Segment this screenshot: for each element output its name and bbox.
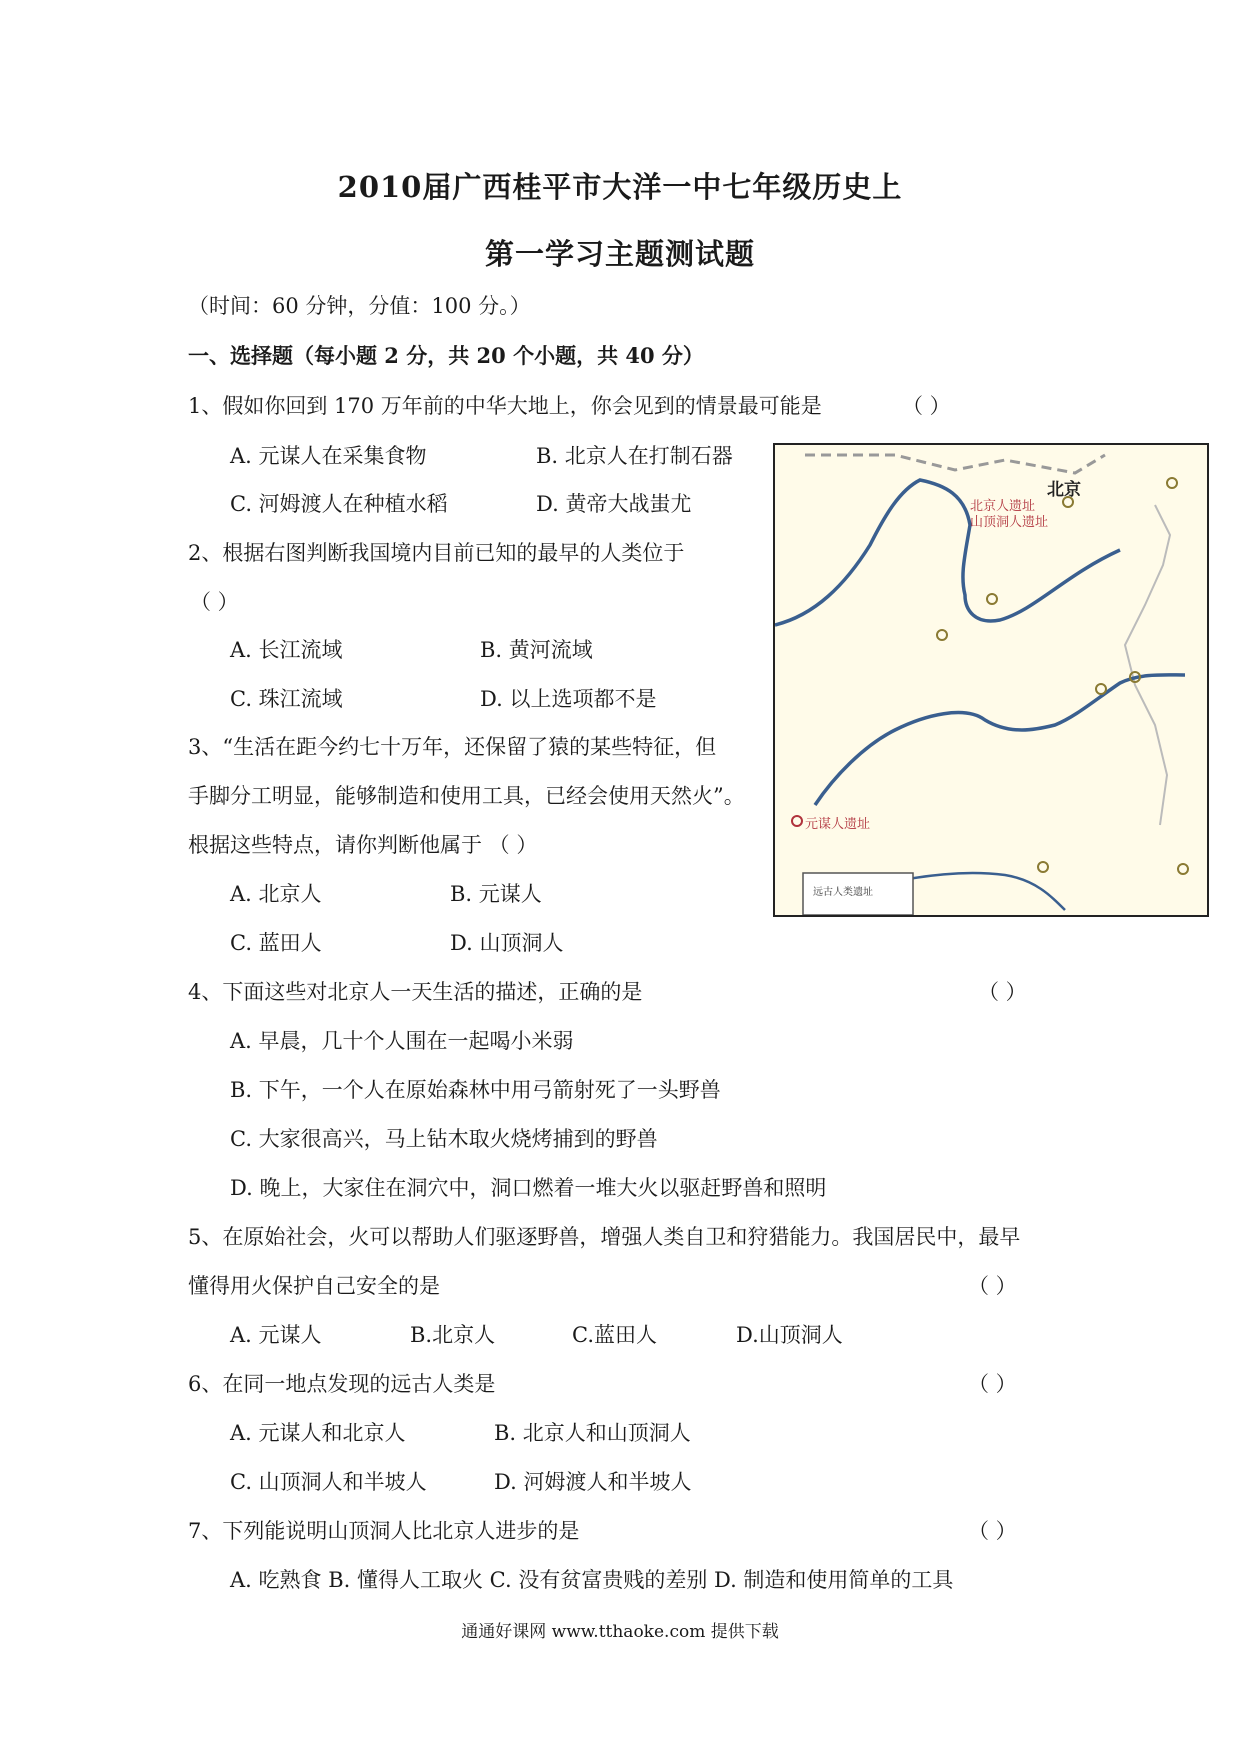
q2-stem: 2、根据右图判断我国境内目前已知的最早的人类位于 — [188, 541, 685, 565]
border-line — [805, 455, 1105, 473]
q4-option-b: B. 下午，一个人在原始森林中用弓箭射死了一头野兽 — [230, 1078, 721, 1102]
q2-answer-paren: （ ） — [190, 590, 239, 614]
site-marker-northeast — [1167, 478, 1177, 488]
q5-option-d: D.山顶洞人 — [736, 1323, 843, 1347]
q7-options: A. 吃熟食 B. 懂得人工取火 C. 没有贫富贵贱的差别 D. 制造和使用简单的工具 — [230, 1568, 954, 1592]
map-legend-label: 远古人类遗址 — [813, 887, 873, 898]
section-heading: 一、选择题（每小题 2 分，共 20 个小题，共 40 分） — [188, 343, 704, 368]
title-line-2: 第一学习主题测试题 — [484, 237, 755, 271]
title-line-1: 2010届广西桂平市大洋一中七年级历史上 — [337, 170, 903, 204]
q4-option-a: A. 早晨，几十个人围在一起喝小米弱 — [230, 1029, 574, 1053]
q3-stem-2: 手脚分工明显，能够制造和使用工具，已经会使用天然火”。 — [188, 784, 745, 808]
site-marker-south — [1038, 862, 1048, 872]
coastline — [1125, 505, 1170, 825]
q6-answer-paren: （ ） — [968, 1372, 1017, 1396]
q6-option-c: C. 山顶洞人和半坡人 — [230, 1470, 427, 1494]
q5-answer-paren: （ ） — [968, 1274, 1017, 1298]
map-label-upper-cave-site: 山顶洞人遗址 — [970, 515, 1049, 530]
q2-option-d: D. 以上选项都不是 — [480, 687, 657, 711]
q4-stem: 4、下面这些对北京人一天生活的描述，正确的是 — [188, 980, 643, 1004]
q2-option-c: C. 珠江流域 — [230, 687, 343, 711]
q5-stem-2: 懂得用火保护自己安全的是 — [188, 1274, 440, 1298]
q7-stem: 7、下列能说明山顶洞人比北京人进步的是 — [188, 1519, 580, 1543]
map-label-beijing-man-site: 北京人遗址 — [970, 499, 1036, 514]
q6-stem: 6、在同一地点发现的远古人类是 — [188, 1372, 496, 1396]
exam-meta: （时间：60 分钟，分值：100 分。） — [188, 294, 531, 318]
q1-stem: 1、假如你回到 170 万年前的中华大地上，你会见到的情景最可能是 — [188, 394, 822, 418]
q3-stem-3: 根据这些特点，请你判断他属于 （ ） — [188, 833, 538, 857]
q2-option-a: A. 长江流域 — [230, 638, 343, 662]
q6-option-d: D. 河姆渡人和半坡人 — [494, 1470, 692, 1494]
q1-option-b: B. 北京人在打制石器 — [536, 444, 733, 468]
q6-option-b: B. 北京人和山顶洞人 — [494, 1421, 691, 1445]
q4-answer-paren: （ ） — [978, 980, 1027, 1004]
site-marker-east — [1096, 684, 1106, 694]
q2-option-b: B. 黄河流域 — [480, 638, 593, 662]
q3-option-a: A. 北京人 — [230, 882, 322, 906]
site-marker-taiwan — [1178, 864, 1188, 874]
yangtze-river — [815, 675, 1185, 805]
q5-stem-1: 5、在原始社会，火可以帮助人们驱逐野兽，增强人类自卫和狩猎能力。我国居民中，最早 — [188, 1225, 1021, 1249]
yellow-river — [775, 480, 1120, 625]
q1-option-c: C. 河姆渡人在种植水稻 — [230, 492, 448, 516]
site-marker-central — [937, 630, 947, 640]
q5-option-c: C.蓝田人 — [572, 1323, 657, 1347]
q3-stem-1: 3、“生活在距今约七十万年，还保留了猿的某些特征，但 — [188, 735, 717, 759]
site-marker-yuanmou — [792, 816, 802, 826]
q3-option-c: C. 蓝田人 — [230, 931, 322, 955]
q4-option-c: C. 大家很高兴，马上钻木取火烧烤捕到的野兽 — [230, 1127, 658, 1151]
q5-option-b: B.北京人 — [410, 1323, 496, 1347]
map-label-yuanmou-site: 元谋人遗址 — [805, 817, 871, 832]
page-footer: 通通好课网 www.tthaoke.com 提供下载 — [461, 1622, 779, 1642]
q6-option-a: A. 元谋人和北京人 — [230, 1421, 406, 1445]
q1-answer-paren: （ ） — [902, 394, 951, 418]
map-label-beijing: 北京 — [1047, 480, 1081, 500]
q3-option-d: D. 山顶洞人 — [450, 931, 564, 955]
q4-option-d: D. 晚上，大家住在洞穴中，洞口燃着一堆大火以驱赶野兽和照明 — [230, 1176, 827, 1200]
prehistoric-sites-map — [773, 443, 1209, 917]
q7-answer-paren: （ ） — [968, 1519, 1017, 1543]
q1-option-d: D. 黄帝大战蚩尤 — [536, 492, 692, 516]
site-marker-north — [987, 594, 997, 604]
q3-option-b: B. 元谋人 — [450, 882, 542, 906]
q1-option-a: A. 元谋人在采集食物 — [230, 444, 427, 468]
q5-option-a: A. 元谋人 — [230, 1323, 322, 1347]
